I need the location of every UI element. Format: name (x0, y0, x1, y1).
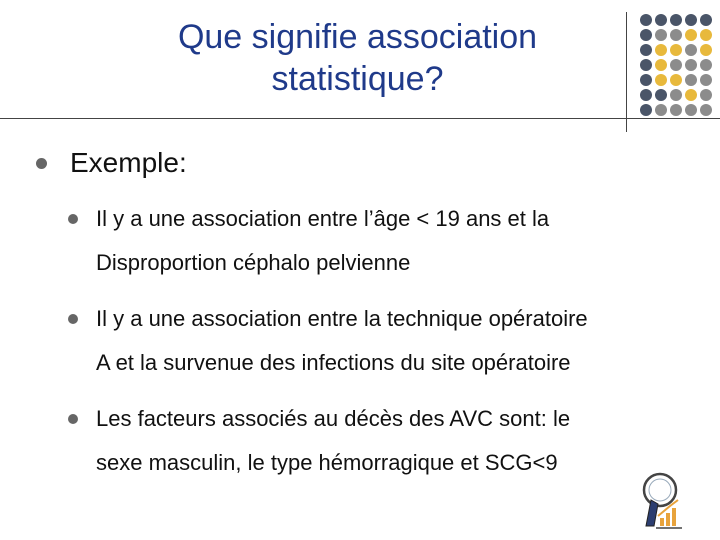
decoration-dot (655, 14, 667, 26)
list-item-line-1: Il y a une association entre l’âge < 19 ans et la (96, 206, 550, 231)
decoration-dot (700, 14, 712, 26)
decoration-dot (655, 44, 667, 56)
decoration-dot (700, 29, 712, 41)
bullet-dot (68, 414, 78, 424)
list-item-line-1: Les facteurs associés au décès des AVC sont: le (96, 406, 571, 431)
list-item-line-1: Il y a une association entre la technique opératoire (96, 306, 588, 331)
decoration-dot (640, 89, 652, 101)
bullet-level1-text: Exemple: (70, 147, 187, 178)
list-item (66, 197, 676, 285)
title-line-1: Que signifie association (177, 18, 538, 56)
decoration-dot (670, 14, 682, 26)
decoration-dot (700, 44, 712, 56)
decoration-dot (670, 29, 682, 41)
dot-grid-decoration-icon (638, 12, 718, 122)
decoration-dot (685, 29, 697, 41)
decoration-dot (685, 59, 697, 71)
decoration-dot (640, 74, 652, 86)
decoration-dot (700, 74, 712, 86)
decoration-dot (640, 104, 652, 116)
decoration-dot (655, 89, 667, 101)
list-item (66, 297, 676, 385)
decoration-dot (655, 29, 667, 41)
decoration-dot (685, 14, 697, 26)
horizontal-divider (0, 118, 720, 119)
decoration-dot (700, 89, 712, 101)
decoration-dot (670, 89, 682, 101)
slide-title (90, 16, 625, 100)
decoration-dot (670, 104, 682, 116)
bullet-dot (68, 214, 78, 224)
vertical-divider (626, 12, 627, 132)
decoration-dot (640, 29, 652, 41)
decoration-dot (670, 74, 682, 86)
decoration-dot (640, 59, 652, 71)
decoration-dot (655, 59, 667, 71)
list-item (66, 397, 676, 485)
list-item-line-2: Disproportion céphalo pelvienne (96, 250, 411, 275)
magnifier-chart-icon (634, 468, 686, 532)
decoration-dot (640, 44, 652, 56)
decoration-dot (700, 104, 712, 116)
decoration-dot (655, 74, 667, 86)
title-line-2: statistique? (271, 60, 444, 98)
list-item-line-2: A et la survenue des infections du site opératoire (96, 350, 571, 375)
decoration-dot (685, 74, 697, 86)
list-item-line-2: sexe masculin, le type hémorragique et SCG<9 (96, 450, 558, 475)
decoration-dot (700, 59, 712, 71)
decoration-dot (685, 44, 697, 56)
decoration-dot (655, 104, 667, 116)
decoration-dot (685, 104, 697, 116)
decoration-dot (670, 44, 682, 56)
bullet-dot (68, 314, 78, 324)
decoration-dot (670, 59, 682, 71)
bullet-dot (36, 158, 47, 169)
decoration-dot (685, 89, 697, 101)
decoration-dot (640, 14, 652, 26)
